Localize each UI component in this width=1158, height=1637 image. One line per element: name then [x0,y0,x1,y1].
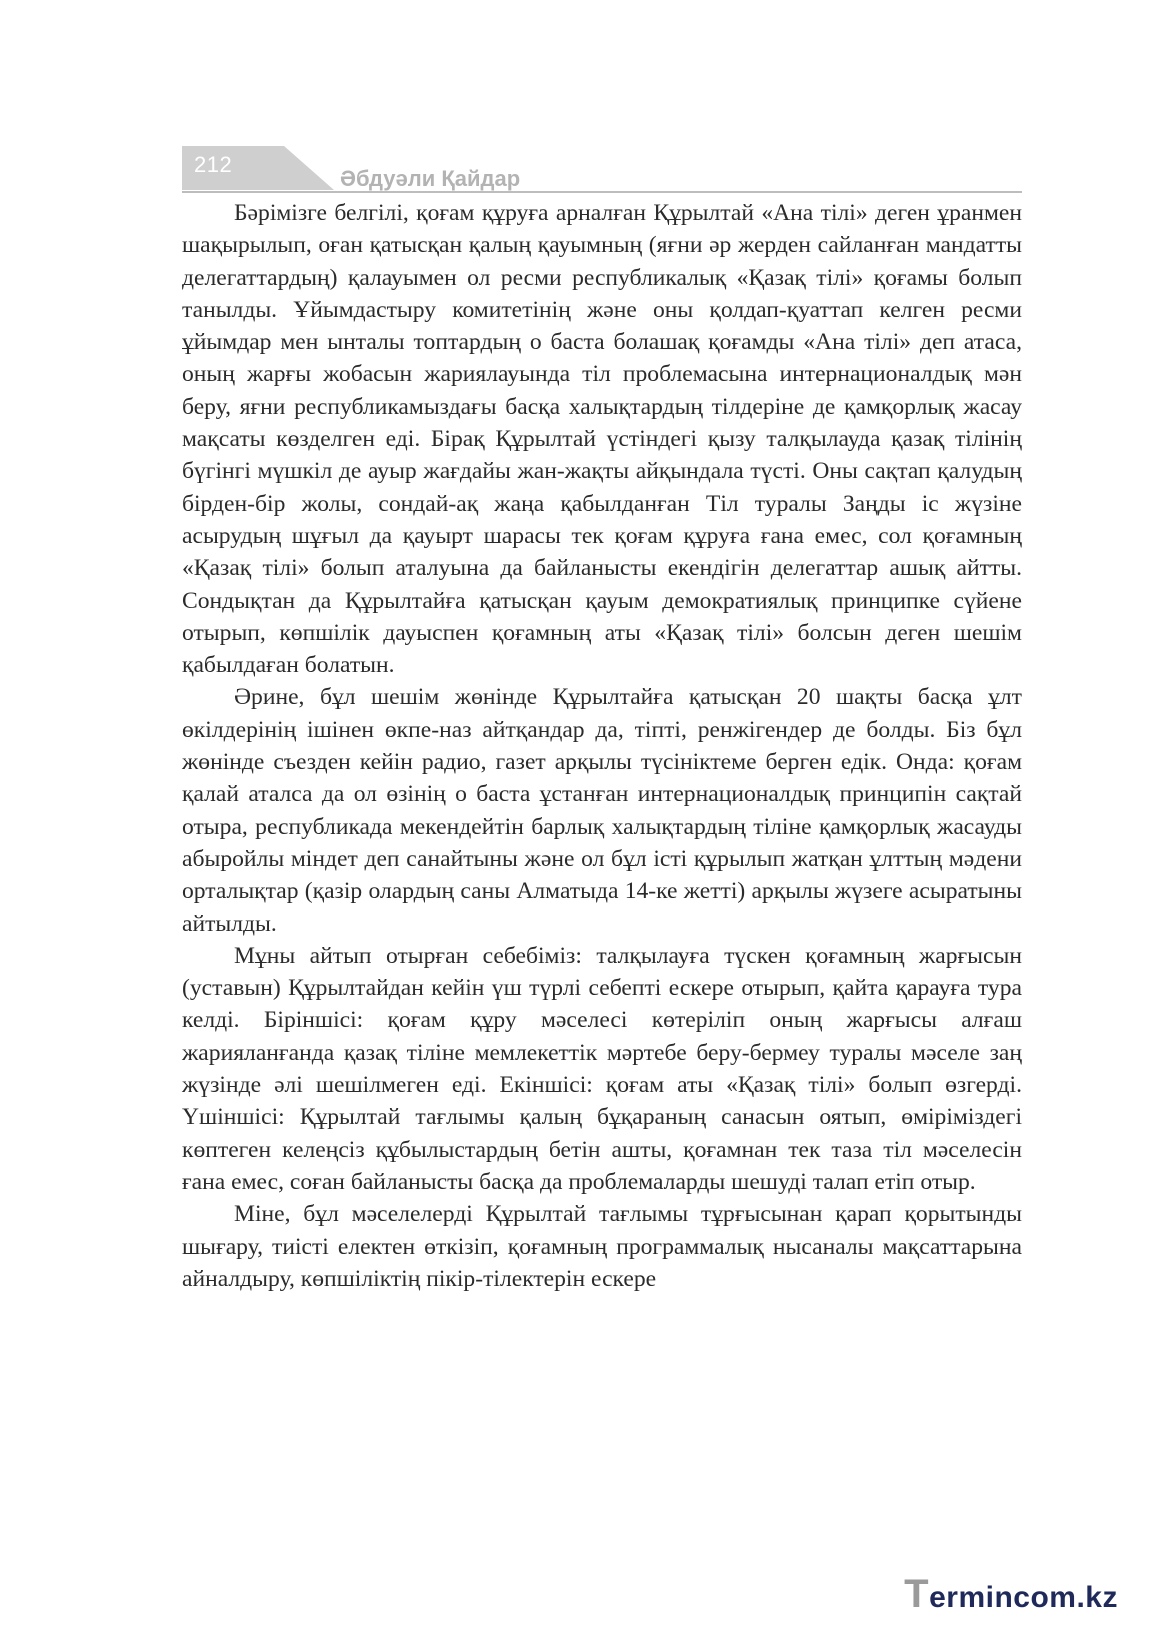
watermark-text-part: m.kz [1049,1581,1118,1614]
watermark-letter-t: T [904,1572,930,1616]
watermark-text-part: erminc [929,1581,1031,1614]
watermark-logo [904,1572,1118,1617]
paragraph: Бәрімізге белгілі, қоғам құруға арналған Құрылтай «Ана тілі» деген ұранмен шақырылып, оған қатысқан қалың қауымның (яғни әр жерден сайланған мандатты делегаттардың) қалауымен ол ресми республикалық «Қазақ тілі» қоғамы болып танылды. Ұйымдастыру комитетінің және оны қолдап-қуаттап келген ресми ұйымдар мен ынталы топтардың о баста болашақ қоғамды «Ана тілі» деп атаса, оның жарғы жобасын жариялауында тіл проблемасына интернационалдық мән беру, яғни республикамыздағы басқа халықтардың тілдеріне де қамқорлық жасау мақсаты көзделген еді. Бірақ Құрылтай үстіндегі қызу талқылауда қазақ тілінің бүгінгі мүшкіл де ауыр жағдайы жан-жақты айқындала түсті. Оны сақтап қалудың бірден-бір жолы, сондай-ақ жаңа қабылданған Тіл туралы Заңды іс жүзіне асырудың шұғыл да қауырт шарасы тек қоғам құруға ғана емес, сол қоғамның «Қазақ тілі» болып аталуына да байланысты екендігін делегаттар ашық айтты. Сондықтан да Құрылтайға қатысқан қауым демократиялық принципке сүйене отырып, көпшілік дауыспен қоғамның аты «Қазақ тілі» болсын деген шешім қабылдаған болатын. [182,200,1022,679]
paragraph: Мұны айтып отырған себебіміз: талқылауға түскен қоғамның жарғысын (уставын) Құрылтайдан кейін үш түрлі себепті ескере отырып, қайта қарауға тура келді. Біріншісі: қоғам құру мәселесі көтеріліп оның жарғысы алғаш жарияланғанда қазақ тіліне мемлекеттік мәртебе беру-бермеу туралы мәселе заң жүзінде әлі шешілмеген еді. Екіншісі: қоғам аты «Қазақ тілі» болып өзгерді. Үшіншісі: Құрылтай тағлымы қалың бұқараның санасын оятып, өміріміздегі көптеген келеңсіз құбылыстардың бетін ашты, қоғамнан тек таза тіл мәселесін ғана емес, соған байланысты басқа да проблемаларды шешуді талап етіп отыр. [182,942,1022,1195]
page-header [182,146,1022,194]
header-rule [182,191,1022,193]
paragraph: Әрине, бұл шешім жөнінде Құрылтайға қатысқан 20 шақты басқа ұлт өкілдерінің ішінен өкпе-наз айтқандар да, тіпті, ренжігендер де болды. Біз бұл жөнінде съезден кейін радио, газет арқылы түсініктеме берген едік. Онда: қоғам қалай аталса да ол өзінің о баста ұстанған интернационалдық принципін сақтай отыра, республикада мекендейтін барлық халықтардың тіліне қамқорлық жасауды абыройлы міндет деп санайтыны және ол бұл істі құрылып жатқан ұлттың мәдени орталықтар (қазір олардың саны Алматыда 14-ке жетті) арқылы жүзеге асыратыны айтылды. [182,684,1022,937]
page-number: 212 [194,152,233,177]
paragraph: Міне, бұл мәселелерді Құрылтай тағлымы тұрғысынан қарап қорытынды шығару, тиісті електен өткізіп, қоғамның программалық нысаналы мақсаттарына айналдыру, көпшіліктің пікір-тілектерін ескере [182,1201,1022,1292]
body-text [182,197,1022,1295]
header-wedge-shape [274,146,334,190]
running-head-author: Әбдуәли Қайдар [340,166,521,191]
watermark-text-part: o [1030,1581,1050,1614]
